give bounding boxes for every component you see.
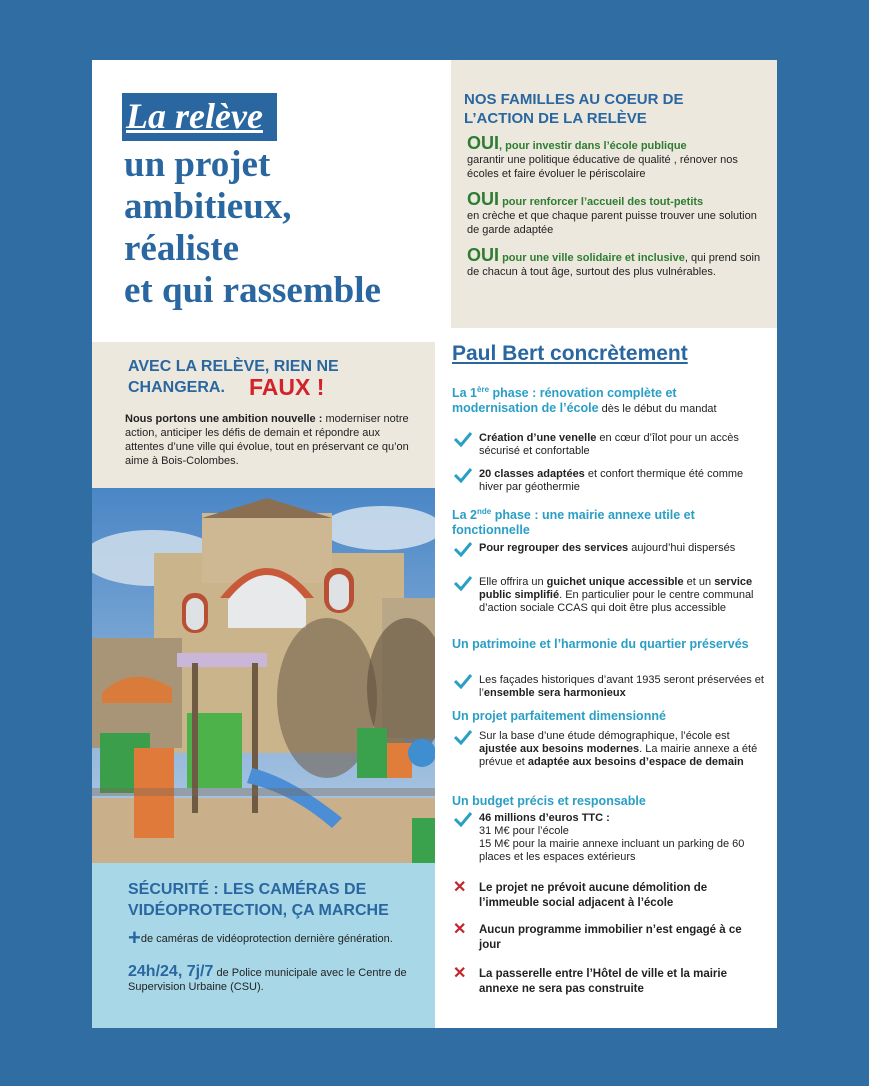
rien-text-bold: Nous portons une ambition nouvelle : [125,413,323,425]
school-photo-illustration [92,488,435,863]
item-bold: Création d’une venelle [479,432,597,444]
phase1-heading [452,382,752,417]
hero-line: et qui rassemble [124,270,381,311]
hero-line: réaliste [124,228,240,269]
oui-label: OUI [467,189,500,209]
check-icon [453,574,473,592]
checklist-item [479,812,764,864]
item-bold: 20 classes adaptées [479,468,585,480]
hero-tag-text: La relève [126,96,263,136]
phase2-a: La 2 [452,508,478,523]
checklist-item [479,542,764,555]
hero-tag [122,93,277,141]
item-text: Les façades historiques d’avant 1935 seront préservées et l’ [479,674,764,699]
item-text: Sur la base d’une étude démographique, l’école est [479,730,730,742]
checklist-item [479,576,764,615]
dimension-heading: Un projet parfaitement dimensionné [452,709,666,723]
checklist-item [479,432,764,458]
cross-item [453,879,764,911]
patrimoine-heading: Un patrimoine et l’harmonie du quartier préservés [452,637,749,651]
check-icon [453,810,473,828]
cross-icon: ✕ [453,965,467,982]
securite-cameras-text [128,925,398,950]
oui-text: en crèche et que chaque parent puisse trouver une solution de garde adaptée [467,210,757,236]
rien-text-body: moderniser notre action, anticiper les défis de demain et répondre aux attentes d’une ville qui évolue, tout en préservant ce qu’on aime à Bois-Colombes. [125,413,409,467]
securite-line2: de Police municipale avec le Centre de Supervision Urbaine (CSU). [128,967,407,993]
familles-title-line: NOS FAMILLES AU COEUR DE [464,91,684,108]
cross-item [453,965,764,997]
oui-label: OUI [467,133,500,153]
securite-hours: 24h/24, 7j/7 [128,963,214,980]
phase2-sup: nde [477,507,492,516]
rien-title-line: AVEC LA RELÈVE, RIEN NE [128,358,339,375]
oui-head: pour renforcer l’accueil des tout-petits [499,196,704,208]
paul-bert-title: Paul Bert concrètement [452,342,688,365]
phase1-a: La 1 [452,386,478,401]
phase1-c: dès le début du mandat [598,403,717,416]
securite-title-line: VIDÉOPROTECTION, ÇA MARCHE [128,902,389,919]
oui-head: pour une ville solidaire et inclusive [499,252,685,264]
check-icon [453,672,473,690]
item-text: et confort thermique été comme hiver par géothermie [479,468,744,493]
cross-text: Le projet ne prévoit aucune démolition de l’immeuble social adjacent à l’école [479,882,708,909]
rien-text [125,412,410,468]
cross-text: Aucun programme immobilier n’est engagé à ce jour [479,924,742,951]
rien-ne-changera-section [92,342,435,488]
checklist-item [479,468,764,494]
check-icon [453,430,473,448]
checklist-item [479,730,764,769]
faux-label: FAUX ! [249,374,325,400]
securite-section [92,863,435,1028]
budget-heading: Un budget précis et responsable [452,794,646,808]
cross-icon: ✕ [453,879,467,896]
phase1-sup: ère [477,385,490,394]
check-icon [453,540,473,558]
item-text: aujourd’hui dispersés [628,542,736,554]
oui-item [467,245,767,279]
cross-icon: ✕ [453,921,467,938]
check-icon [453,466,473,484]
item-text: 31 M€ pour l’école [479,825,569,837]
hero-title [124,144,381,312]
item-text: en cœur d’îlot pour un accès sécurisé et confortable [479,432,739,457]
item-bold: ensemble sera harmonieux [483,687,626,699]
item-bold: adaptée aux besoins d’espace de demain [527,756,744,768]
item-bold: guichet unique accessible [546,576,684,588]
rien-title-line: CHANGERA. [128,379,225,396]
hero-line: ambitieux, [124,186,292,227]
familles-title [464,90,683,128]
item-text: . La mairie annexe a été prévue et [479,743,758,768]
cross-item [453,921,764,953]
cross-text: La passerelle entre l’Hôtel de ville et la mairie annexe ne sera pas construite [479,968,728,995]
item-text: . En particulier pour le centre communal d’action sociale CCAS qui doit être plus accessible [479,589,754,614]
oui-text: , qui prend soin de chacun à tout âge, surtout des plus vulnérables. [467,252,761,278]
oui-item [467,133,767,181]
hero-line: un projet [124,144,271,185]
checklist-item [479,674,764,700]
securite-title [128,879,389,921]
item-text: 15 M€ pour la mairie annexe incluant un parking de 60 places et les espaces extérieurs [479,838,745,863]
item-bold: 46 millions d’euros TTC : [479,812,610,824]
item-text: Elle offrira un [479,576,547,588]
oui-item [467,189,767,237]
phase2-b: phase : une mairie annexe utile et fonctionnelle [452,508,695,538]
item-text: et un [683,576,715,588]
familles-title-line: L’ACTION DE LA RELÈVE [464,110,647,127]
paul-bert-section [451,328,777,1028]
oui-label: OUI [467,245,500,265]
item-bold: service public simplifié [479,576,753,601]
securite-police-text [128,965,408,994]
plus-icon: + [128,925,141,950]
item-bold: Pour regrouper des services [479,542,629,554]
phase1-b: phase : rénovation complète et modernisation de l’école [452,386,677,416]
oui-text: garantir une politique éducative de qualité , rénover nos écoles et faire évoluer le périscolaire [467,154,738,180]
familles-section [451,60,777,328]
oui-head: , pour investir dans l’école publique [499,140,687,152]
school-playground-photo [92,488,435,863]
item-bold: ajustée aux besoins modernes [479,743,640,755]
phase2-heading [452,504,752,538]
flyer-page [92,60,777,1028]
securite-line1: de caméras de vidéoprotection dernière génération. [140,933,393,945]
securite-title-line: SÉCURITÉ : LES CAMÉRAS DE [128,881,367,898]
hero-section [92,60,435,342]
check-icon [453,728,473,746]
